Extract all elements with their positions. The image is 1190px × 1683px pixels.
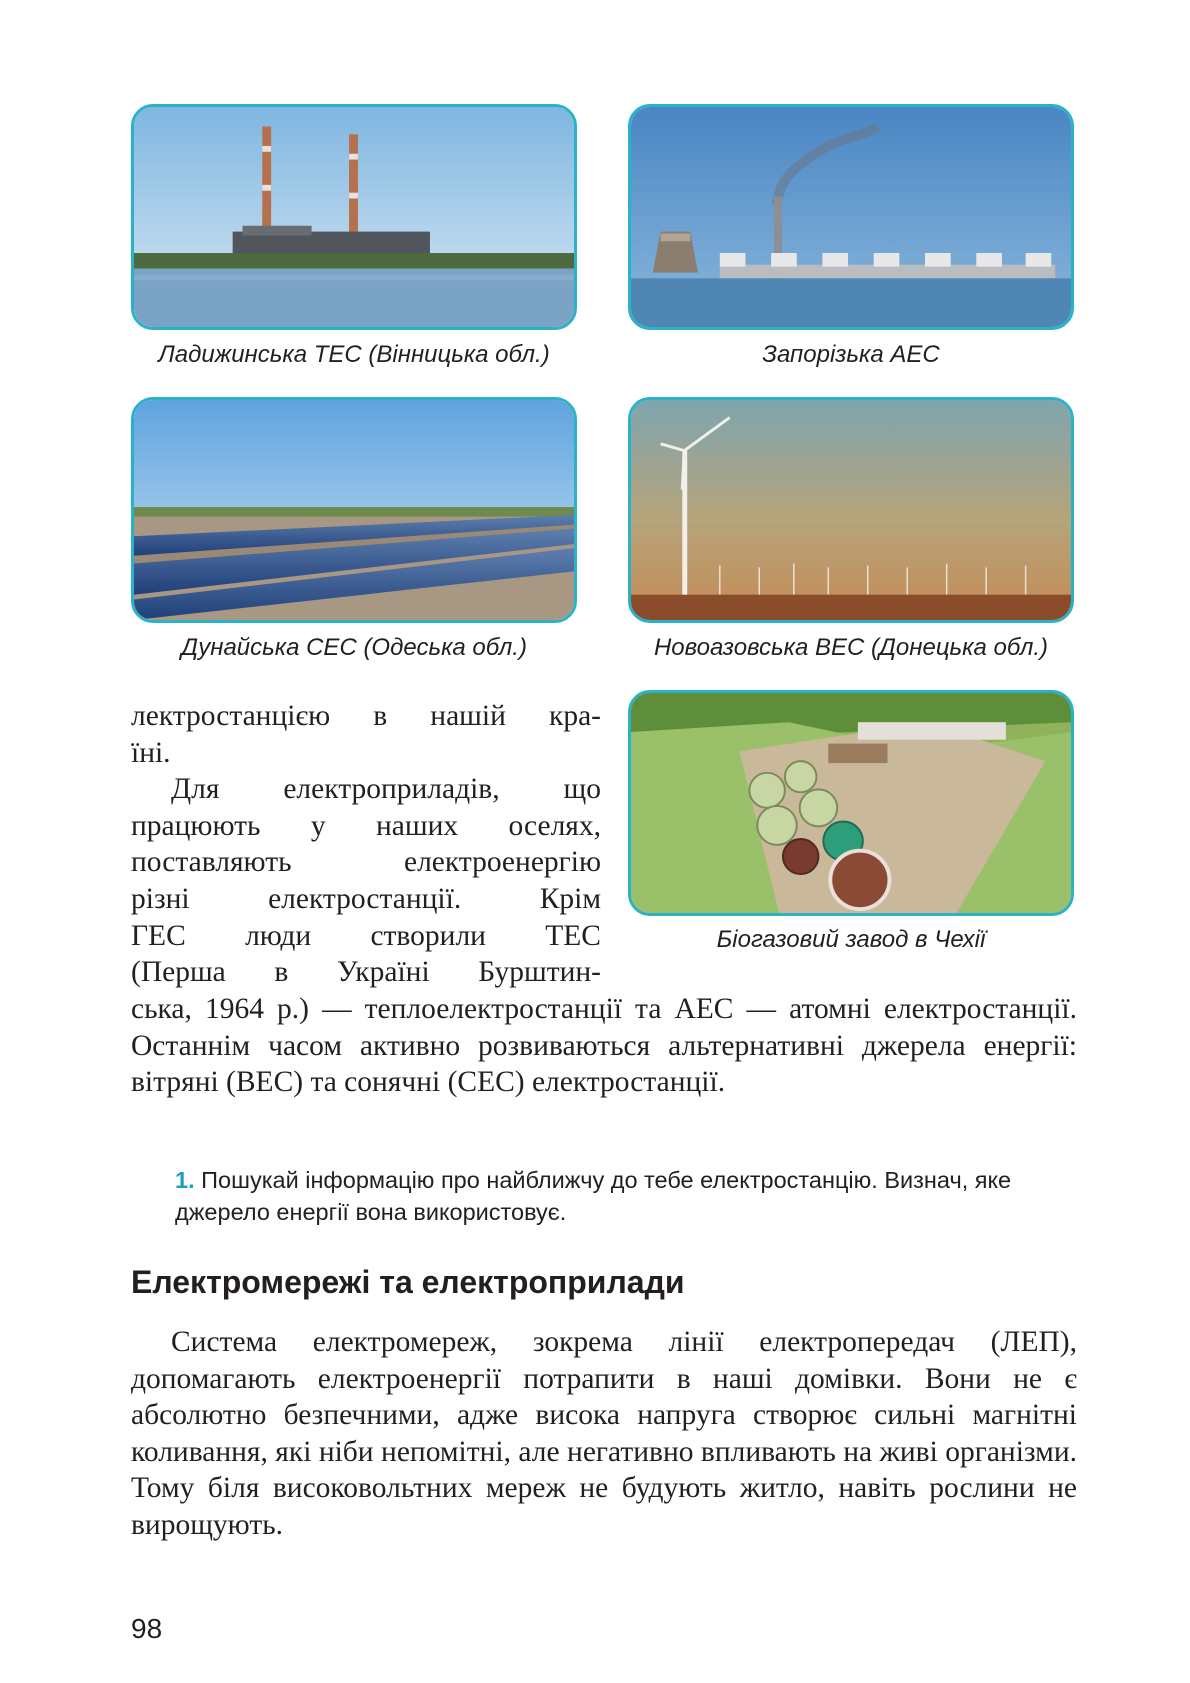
photo-caption: Біогазовий завод в Чехії — [716, 926, 986, 953]
text-line: Для електроприладів, що — [171, 773, 601, 806]
photo-caption: Дунайська СЕС (Одеська обл.) — [181, 634, 527, 661]
text-line: лектростанцією в нашій кра- — [131, 700, 601, 732]
section-heading: Електромережі та електроприлади — [131, 1264, 685, 1300]
text-line: (Перша в Україні Бурштин- — [131, 956, 601, 989]
photo-zaporizhzhia-npp — [628, 104, 1074, 330]
photo-novoazovsk-wpp — [628, 397, 1074, 623]
text-line: їні. — [131, 736, 171, 769]
text-line: ГЕС люди створили ТЕС — [131, 919, 601, 952]
text-line: різні електростанції. Крім — [131, 882, 601, 915]
narrow-paragraph — [131, 698, 601, 991]
task-number: 1. — [175, 1167, 195, 1193]
task-block — [175, 1164, 1077, 1228]
photo-caption: Ладижинська ТЕС (Вінницька обл.) — [158, 341, 550, 368]
photo-caption: Новоазовська ВЕС (Донецька обл.) — [653, 634, 1049, 661]
photo-ladyzhyn-tpp — [131, 104, 577, 330]
task-text: Пошукай інформацію про найближчу до тебе електростанцію. Визнач, яке джерело енергії вона використовує. — [175, 1167, 1012, 1225]
text-line: працюють у наших оселях, — [131, 809, 601, 842]
body-paragraph: Система електромереж, зокрема лінії електропередач (ЛЕП), допомагають електроенергії потрапити в наші домівки. Вони не є абсолютно безпечними, адже висока напруга створює сильні магнітні коливання, які ніби непомітні, але негативно впливають на живі організми. Тому біля високовольтних мереж не будують житло, навіть рослини не вирощують. — [131, 1326, 1077, 1541]
page-number: 98 — [131, 1613, 163, 1644]
photo-biogas-plant — [628, 690, 1074, 916]
photo-caption: Запорізька АЕС — [762, 341, 940, 368]
wide-paragraph: ська, 1964 р.) — теплоелектростанції та АЕС — атомні електростанції. Останнім часом активно розвиваються альтернативні джерела енергії: вітряні (ВЕС) та сонячні (СЕС) електростанції. — [131, 993, 1077, 1099]
text-line: поставляють електроенергію — [131, 846, 601, 879]
photo-danube-spp — [131, 397, 577, 623]
